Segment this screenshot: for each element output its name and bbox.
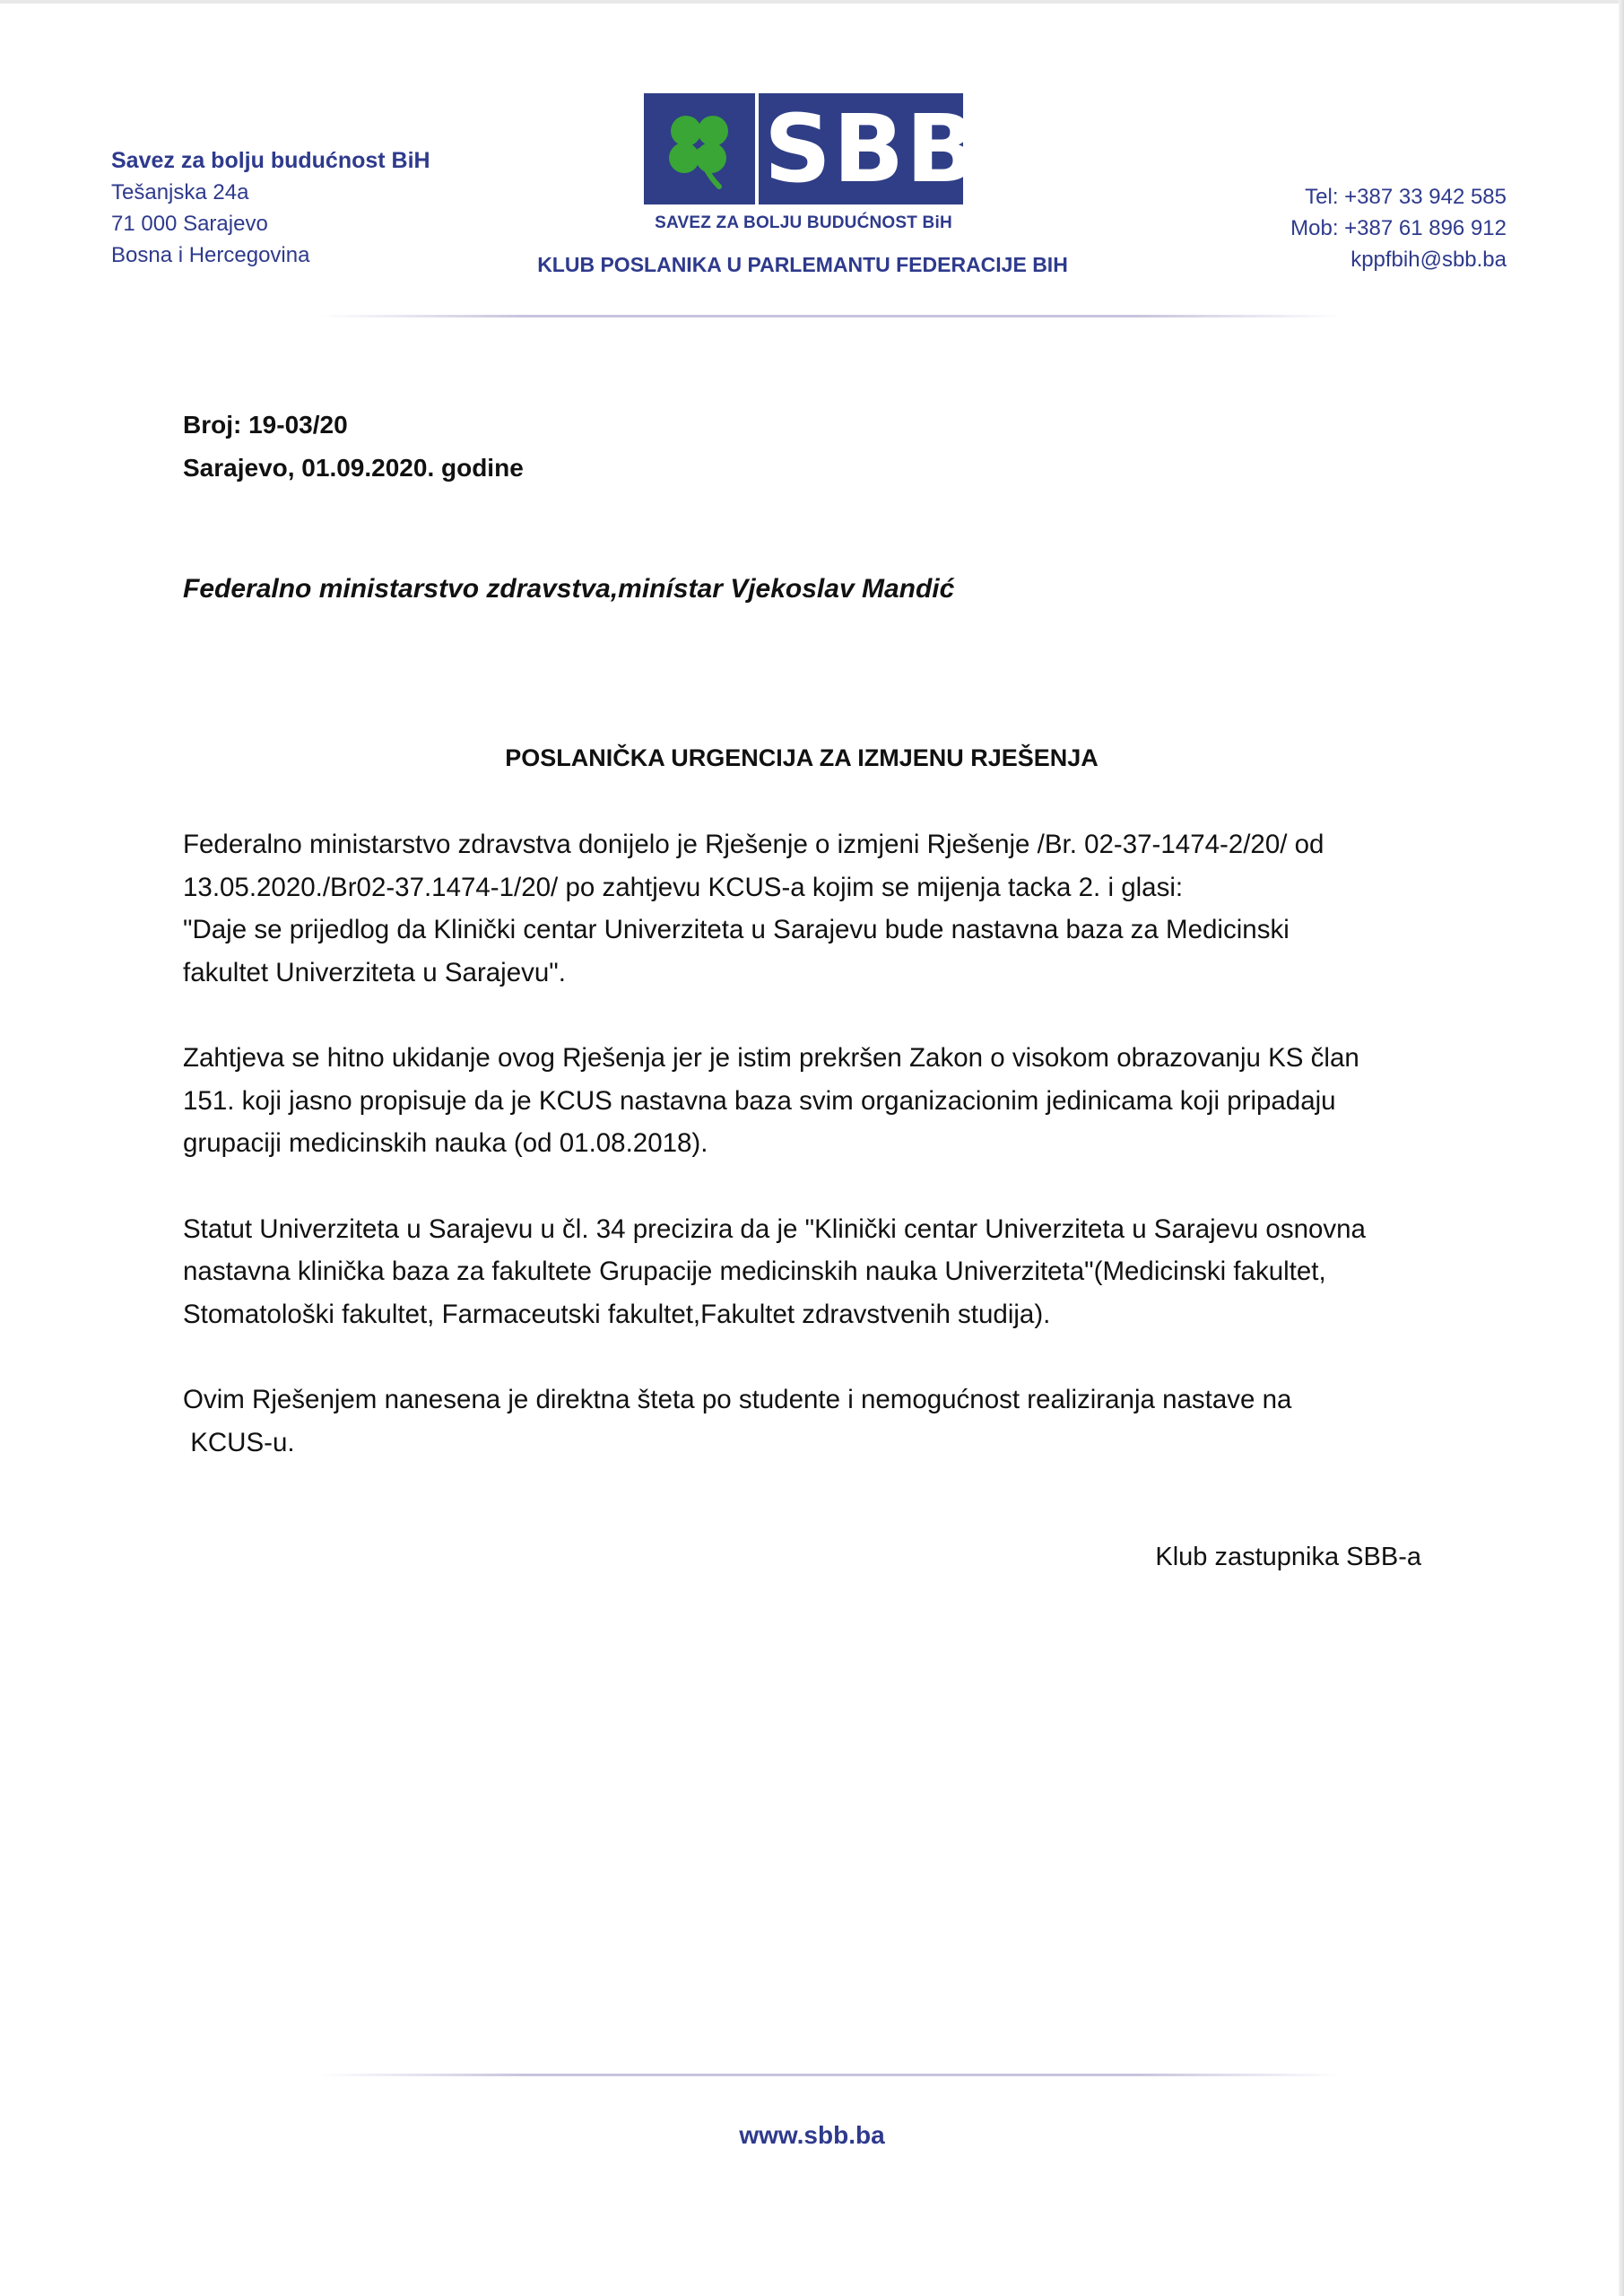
- four-leaf-clover-icon: [655, 104, 744, 194]
- sender-org-name: Savez za bolju budućnost BiH: [111, 148, 430, 173]
- line: Zahtjeva se hitno ukidanje ovog Rješenja jer je istim prekršen Zakon o visokom obrazovanju KS član: [183, 1043, 1359, 1073]
- line: Statut Univerziteta u Sarajevu u čl. 34 precizira da je "Klinički centar Univerziteta u Sarajevu osnovna: [183, 1213, 1366, 1244]
- contact-tel: Tel: +387 33 942 585: [1305, 185, 1507, 209]
- paragraph-1: [183, 823, 1456, 994]
- line: nastavna klinička baza za fakultete Grupacije medicinskih nauka Univerziteta"(Medicinski fakultet,: [183, 1257, 1326, 1286]
- sender-city: 71 000 Sarajevo: [111, 212, 268, 236]
- line: 13.05.2020./Br02-37.1474-1/20/ po zahtjevu KCUS-a kojim se mijenja tacka 2. i glasi:: [183, 872, 1184, 902]
- club-name: KLUB POSLANIKA U PARLEMANTU FEDERACIJE BIH: [537, 253, 1068, 276]
- paragraph-4: [183, 1378, 1456, 1464]
- line: KCUS-u.: [183, 1427, 295, 1457]
- contact-mob: Mob: +387 61 896 912: [1290, 216, 1507, 240]
- contact-email: kppfbih@sbb.ba: [1350, 248, 1507, 272]
- paragraph-2: [183, 1037, 1456, 1165]
- footer-website-link[interactable]: www.sbb.ba: [739, 2121, 885, 2149]
- sbb-logo: [644, 93, 979, 233]
- logo-divider: [755, 93, 759, 204]
- line: fakultet Univerziteta u Sarajevu".: [183, 957, 566, 987]
- line: 151. koji jasno propisuje da je KCUS nastavna baza svim organizacionim jedinicama koji pripadaju: [183, 1085, 1336, 1116]
- logo-caption: SAVEZ ZA BOLJU BUDUĆNOST BiH: [655, 213, 952, 232]
- line: "Daje se prijedlog da Klinički centar Univerziteta u Sarajevu bude nastavna baza za Medicinski: [183, 915, 1290, 944]
- recipient: Federalno ministarstvo zdravstva,minístar Vjekoslav Mandić: [183, 574, 955, 604]
- letter-body: [183, 823, 1456, 1507]
- header-divider: [319, 315, 1342, 317]
- line: Stomatološki fakultet, Farmaceutski fakultet,Fakultet zdravstvenih studija).: [183, 1299, 1051, 1329]
- sender-street: Tešanjska 24a: [111, 180, 249, 204]
- document-date: Sarajevo, 01.09.2020. godine: [183, 454, 524, 482]
- logo-box: [644, 93, 979, 204]
- page-edge-top: [0, 0, 1624, 4]
- paragraph-3: [183, 1208, 1456, 1336]
- sender-address: [111, 145, 430, 271]
- line: Ovim Rješenjem nanesena je direktna šteta po studente i nemogućnost realiziranja nastave na: [183, 1385, 1292, 1414]
- line: Federalno ministarstvo zdravstva donijelo je Rješenje o izmjeni Rješenje /Br. 02-37-1474-2/20/ od: [183, 830, 1324, 859]
- footer-divider: [319, 2074, 1342, 2076]
- document-number: Broj: 19-03/20: [183, 411, 348, 439]
- subject-heading: POSLANIČKA URGENCIJA ZA IZMJENU RJEŠENJA: [505, 744, 1099, 771]
- signature: Klub zastupnika SBB-a: [1155, 1543, 1421, 1571]
- page-edge-right: [1619, 0, 1624, 2296]
- sender-country: Bosna i Hercegovina: [111, 243, 310, 267]
- contact-info: [1290, 181, 1507, 275]
- logo-text: SBB: [764, 94, 979, 204]
- document-meta: [183, 404, 524, 490]
- line: grupaciji medicinskih nauka (od 01.08.2018).: [183, 1128, 708, 1158]
